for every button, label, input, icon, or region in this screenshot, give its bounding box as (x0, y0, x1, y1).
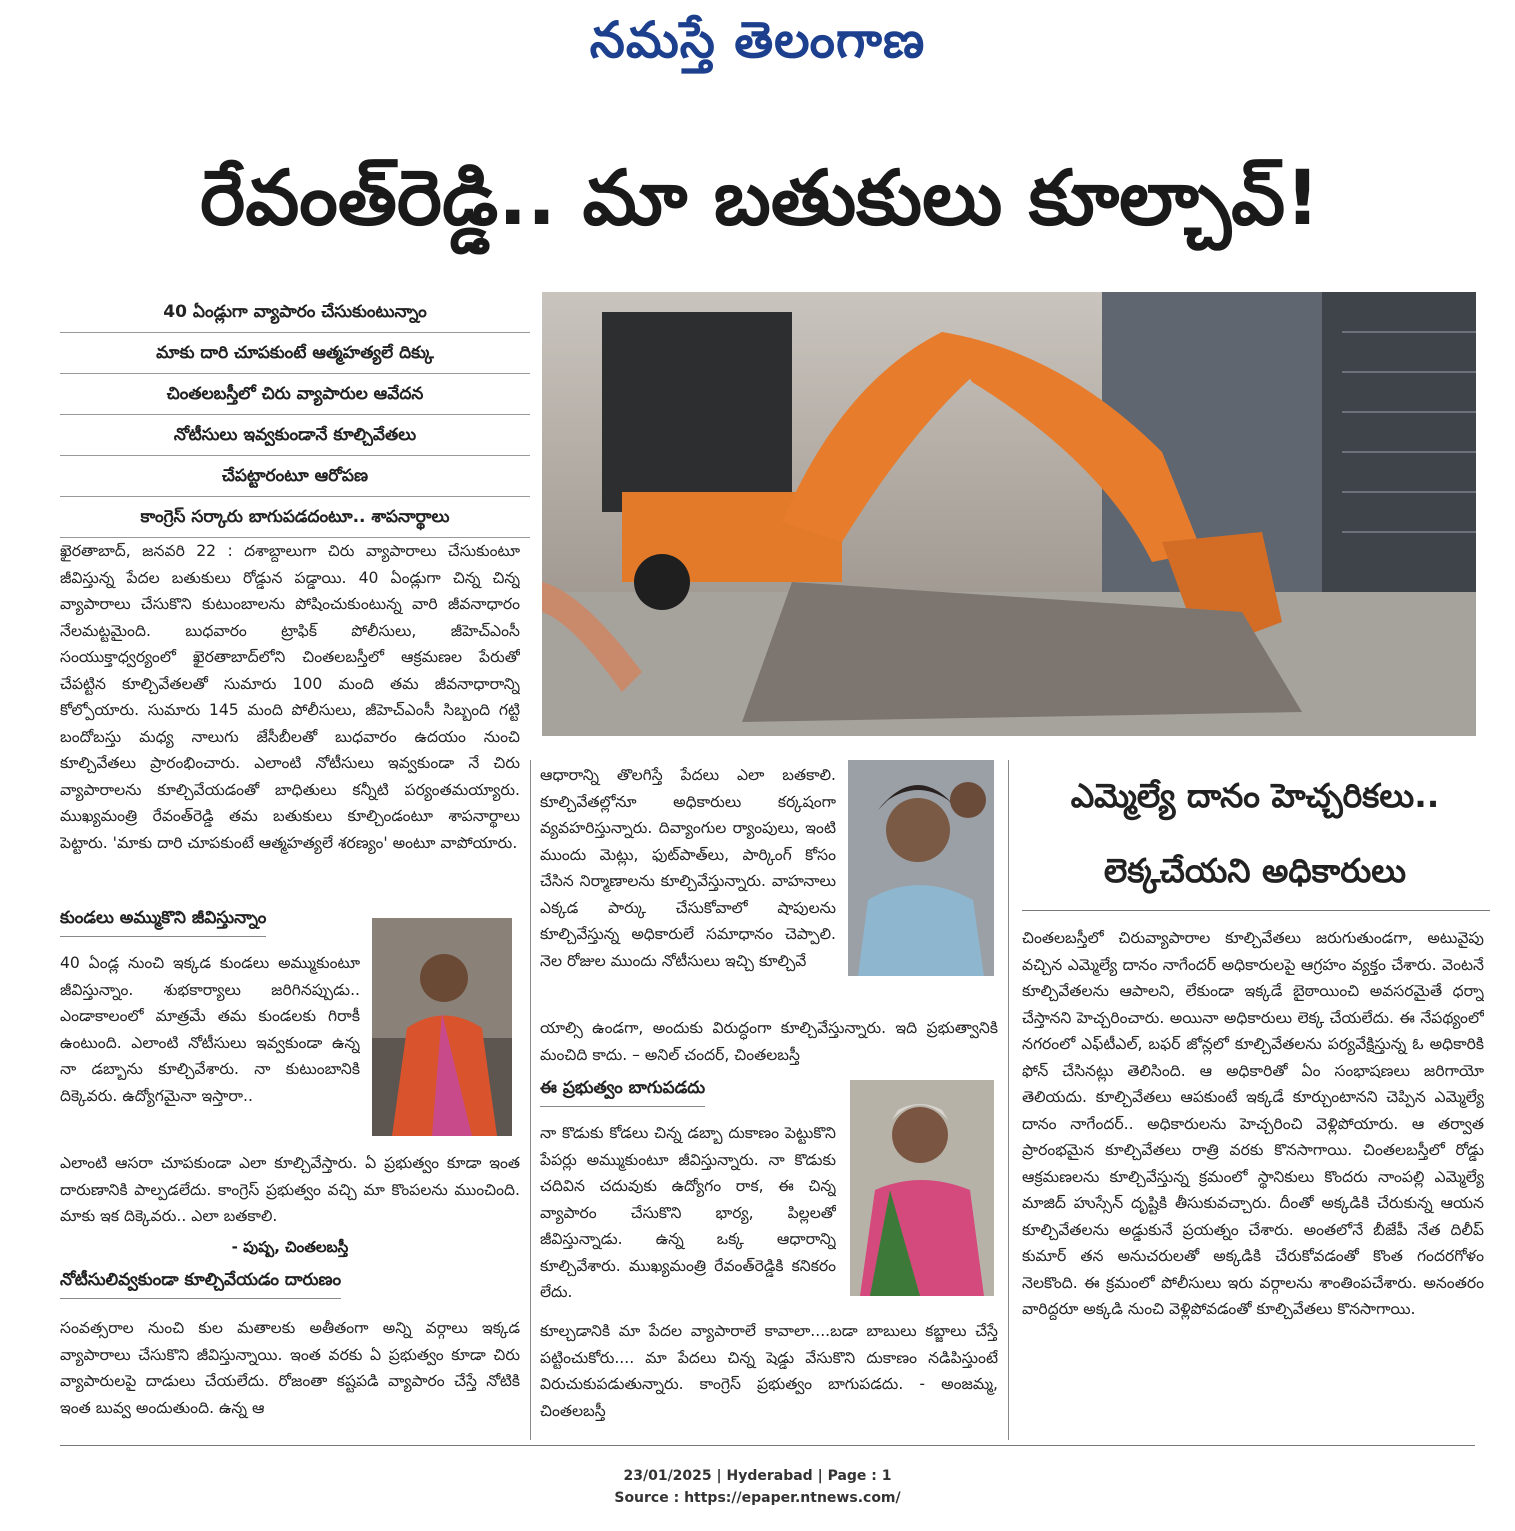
mla-heading-line2: లెక్కచేయని అధికారులు (1103, 851, 1407, 890)
deck-line: మాకు దారి చూపకుంటే ఆత్మహత్యలే దిక్కు (60, 337, 530, 374)
column-divider (530, 760, 531, 1440)
masthead-logo: నమస్తే తెలంగాణ (589, 10, 926, 69)
third-heading-wrap (60, 1270, 520, 1299)
anjamma-photo-svg (850, 1080, 994, 1296)
pushpa-photo-svg (372, 918, 512, 1136)
mla-heading-line1: ఎమ్మెల్యే దానం హెచ్చరికలు.. (1070, 776, 1440, 815)
excavator-photo-svg (542, 292, 1476, 736)
mla-heading-rule (1022, 910, 1490, 911)
anil-text-full: యాల్సి ఉండగా, అందుకు విరుద్ధంగా కూల్చివేస్తున్నారు. ఇది ప్రభుత్వానికి మంచిది కాదు. – అనిల్‌ చందర్‌, చింతలబస్తీ (540, 1019, 998, 1064)
main-story-text: ఖైరతాబాద్‌, జనవరి 22 : దశాబ్దాలుగా చిరు వ్యాపారాలు చేసుకుంటూ జీవిస్తున్న పేదల బతుకులు రోడ్డున పడ్డాయి. 40 ఏండ్లుగా చిన్న చిన్న వ్యాపారాలు చేసుకొని కుటుంబాలను పోషించుకుంటున్న వారి జీవనాధారం నేలమట్టమైంది. బుధవారం ట్రాఫిక్‌ పోలీసులు, జీహెచ్‌ఎంసీ సంయుక్తాధ్వర్యంలో ఖైరతాబాద్‌లోని చింతలబస్తీలో ఆక్రమణల పేరుతో చేపట్టిన కూల్చివేతలతో సుమారు 100 మంది తమ జీవనాధారాన్ని కోల్పోయారు. సుమారు 145 మంది పోలీసులు, జీహెచ్‌ఎంసీ సిబ్బంది గట్టి బందోబస్తు మధ్య నాలుగు జేసీబీలతో బుధవారం ఉదయం నుంచి కూల్చివేతలు ప్రారంభించారు. ఎలాంటి నోటీసులు ఇవ్వకుండా నే చిరు వ్యాపారాలను కూల్చివేయడంతో బాధితులు కన్నీటి పర్యంతమయ్యారు. ముఖ్యమంత్రి రేవంత్‌రెడ్డి తమ బతుకులు కూల్చిండంటూ శాపనార్థాలు పెట్టారు. 'మాకు దారి చూపకుంటే ఆత్మహత్యలే శరణ్యం' అంటూ వాపోయారు. (60, 542, 520, 852)
main-photo-excavator (542, 292, 1476, 736)
footer-date-page: 23/01/2025 | Hyderabad | Page : 1 (623, 1468, 892, 1484)
footer-source: Source : https://epaper.ntnews.com/ (614, 1490, 901, 1506)
bottom-rule (60, 1445, 1475, 1446)
third-text: సంవత్సరాల నుంచి కుల మతాలకు అతీతంగా అన్ని వర్గాలు ఇక్కడ వ్యాపారాలు చేసుకొని జీవిస్తున్నాయి. ఇంత వరకు ఏ ప్రభుత్వం కూడా చిరు వ్యాపారులపై దాడులు చేయలేదు. రోజంతా కష్టపడి వ్యాపారం చేస్తే నోటికి ఇంత బువ్వ అందుతుంది. ఉన్న ఆ (60, 1319, 520, 1417)
column-divider-right (1008, 760, 1009, 1440)
anil-photo (848, 760, 994, 976)
anjamma-photo (850, 1080, 994, 1296)
deck (60, 296, 530, 542)
anjamma-text-short: నా కొడుకు కోడలు చిన్న డబ్బా దుకాణం పెట్టుకొని పేపర్లు అమ్ముకుంటూ జీవిస్తున్నారు. నా కొడుకు చదివిన చదువుకు ఉద్యోగం రాక, ఈ చిన్న వ్యాపారం చేసుకొని భార్య, పిల్లలతో జీవిస్తున్నాడు. ఉన్న ఒక్క ఆధారాన్ని కూల్చివేశారు. ముఖ్యమంత్రి రేవంత్‌రెడ్డికి కనికరం లేదు. (540, 1124, 836, 1301)
mla-text: చింతలబస్తీలో చిరువ్యాపారాల కూల్చివేతలు జరుగుతుండగా, అటువైపు వచ్చిన ఎమ్మెల్యే దానం నాగేందర్‌ అధికారులపై ఆగ్రహం వ్యక్తం చేశారు. వెంటనే కూల్చివేతలను ఆపాలని, లేకుండా ఇక్కడే బైఠాయించి అవసరమైతే ధర్నా చేస్తానని హెచ్చరించారు. అయినా అధికారులు లెక్క చేయలేదు. ఈ నేపథ్యంలో నగరంలో ఎఫ్‌టీఎల్‌, బఫర్‌ జోన్లలో కూల్చివేతలను పర్యవేక్షిస్తున్న ఓ అధికారికి ఫోన్‌ చేసినట్లు తెలిసింది. ఆ అధికారితో ఏం సంభాషణలు జరిగాయో తెలియదు. కూల్చివేతలు ఆపకుంటే ఇక్కడే కూర్చుంటానని చెప్పిన ఎమ్మెల్యే దానం నాగేందర్‌.. అధికారులను హెచ్చరించి వెళ్లిపోయారు. ఆ తర్వాత ప్రారంభమైన కూల్చివేతలు రాత్రి వరకు కొనసాగాయి. చింతలబస్తీలో రోడ్డు ఆక్రమణలను కూల్చివేస్తున్న క్రమంలో స్థానికులు కొందరు నాంపల్లి ఎమ్మెల్యే మాజిద్‌ హుస్సేన్‌ దృష్టికి తీసుకువచ్చారు. దీంతో అక్కడికి చేరుకున్న ఆయన కూల్చివేతలను అడ్డుకునే ప్రయత్నం చేశారు. అంతలోనే బీజేపీ నేత దిలీప్‌ కుమార్‌ తన అనుచరులతో అక్కడికి చేరుకోవడంతో కొంత గందరగోళం నెలకొంది. ఈ క్రమంలో పోలీసులు ఇరు వర్గాలను శాంతింపచేశారు. అనంతరం వారిద్దరూ అక్కడి నుంచి వెళ్లిపోవడంతో కూల్చివేతలు కొనసాగాయి. (1022, 929, 1484, 1318)
pushpa-photo (372, 918, 512, 1136)
anil-text-short: ఆధారాన్ని తొలగిస్తే పేదలు ఎలా బతకాలి. కూల్చివేతల్లోనూ అధికారులు కర్కషంగా వ్యవహరిస్తున్నారు. దివ్యాంగుల ర్యాంపులు, ఇంటి ముందు మెట్లు, ఫుట్‌పాత్‌లు, పార్కింగ్‌ కోసం చేసిన నిర్మాణాలను కూల్చివేస్తున్నారు. వాహనాలు ఎక్కడ పార్కు చేసుకోవాలో షాపులను కూల్చివేస్తున్న అధికారులే సమాధానం చెప్పాలి. నెల రోజుల ముందు నోటీసులు ఇచ్చి కూల్చివే (540, 766, 836, 970)
anjamma-text-full: కూల్చడానికి మా పేదల వ్యాపారాలే కావాలా....బడా బాబులు కబ్జాలు చేస్తే పట్టించుకోరు.... మా పేదలు చిన్న షెడ్డు వేసుకొని దుకాణం నడిపిస్తుంటే విరుచుకుపడుతున్నారు. కాంగ్రెస్‌ ప్రభుత్వం బాగుపడదు. - అంజమ్మ, చింతలబస్తీ (540, 1322, 998, 1420)
deck-line: నోటీసులు ఇవ్వకుండానే కూల్చివేతలు (60, 419, 530, 456)
pushpa-text-full: ఎలాంటి ఆసరా చూపకుండా ఎలా కూల్చివేస్తారు. ఏ ప్రభుత్వం కూడా ఇంత దారుణానికి పాల్పడలేదు. కాంగ్రెస్‌ ప్రభుత్వం వచ్చి మా కొంపలను ముంచింది. మాకు ఇక దిక్కెవరు.. ఎలా బతకాలి. (60, 1154, 520, 1225)
anil-photo-svg (848, 760, 994, 976)
pushpa-byline: - పుష్ప, చింతలబస్తీ (231, 1238, 349, 1256)
anjamma-heading: ఈ ప్రభుత్వం బాగుపడదు (540, 1078, 705, 1107)
pushpa-text-short: 40 ఏండ్ల నుంచి ఇక్కడ కుండలు అమ్ముకుంటూ జీవిస్తున్నాం. శుభకార్యాలు జరిగినప్పుడు.. ఎండాకాలంలో మాత్రమే తమ కుండలకు గిరాకీ ఉంటుంది. ఎలాంటి నోటీసులు ఇవ్వకుండా ఉన్న నా డబ్బాను కూల్చివేశారు. నా కుటుంబానికి దిక్కెవరు. ఉద్యోగమైనా ఇస్తారా.. (60, 954, 360, 1105)
deck-line: 40 ఏండ్లుగా వ్యాపారం చేసుకుంటున్నాం (60, 296, 530, 333)
third-heading: నోటీసులివ్వకుండా కూల్చివేయడం దారుణం (60, 1270, 341, 1299)
deck-line: చేపట్టారంటూ ఆరోపణ (60, 460, 530, 497)
anjamma-heading-wrap (540, 1078, 840, 1107)
headline: రేవంత్‌రెడ్డి.. మా బతుకులు కూల్చావ్‌! (200, 153, 1320, 242)
deck-line: కాంగ్రెస్‌ సర్కారు బాగుపడదంటూ.. శాపనార్థాలు (60, 501, 530, 538)
deck-line: చింతలబస్తీలో చిరు వ్యాపారుల ఆవేదన (60, 378, 530, 415)
pushpa-heading: కుండలు అమ్ముకొని జీవిస్తున్నాం (60, 908, 266, 937)
